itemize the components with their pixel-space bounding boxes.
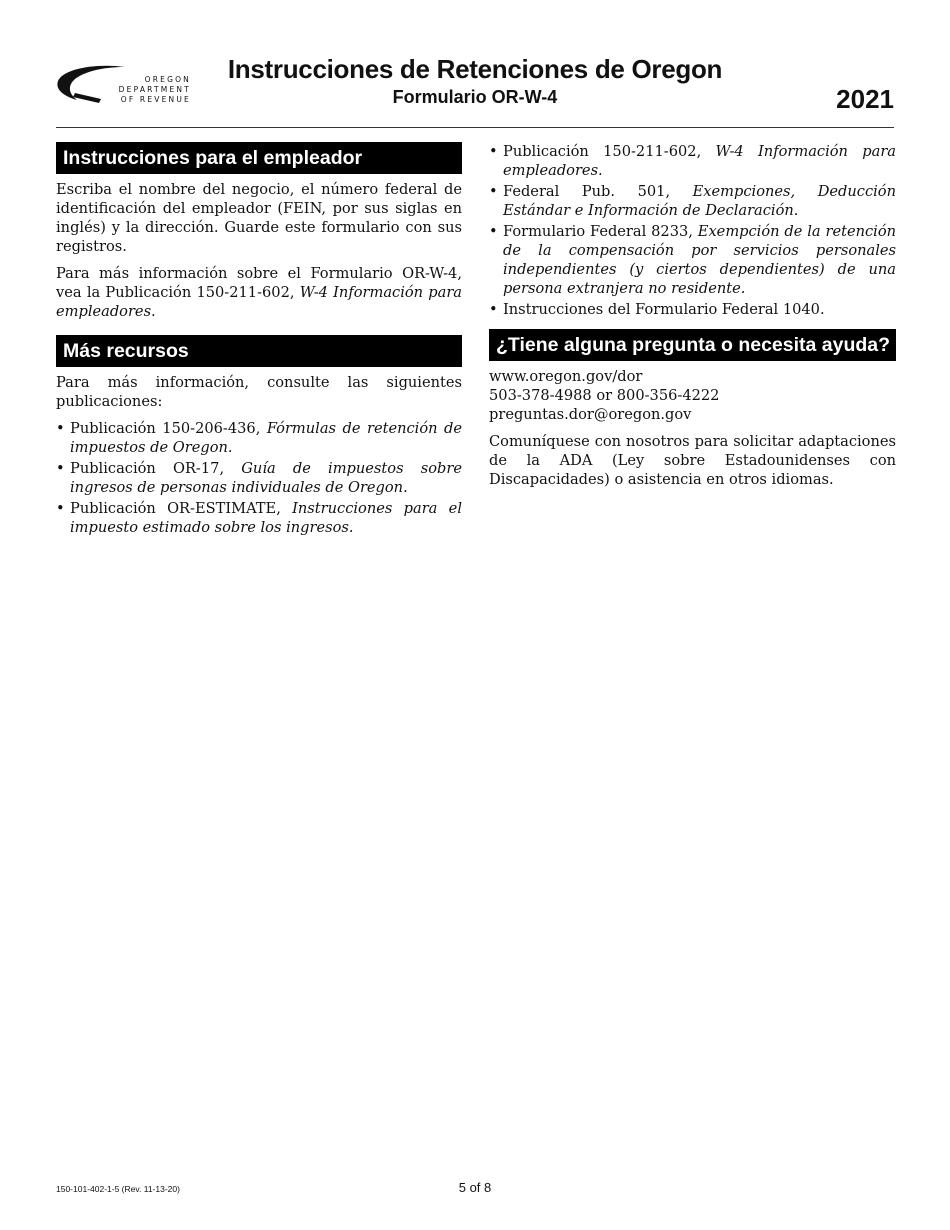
employer-paragraph-2 [56,264,462,321]
list-item-text: Formulario Federal 8233, [503,223,698,240]
bullet: • [56,500,65,517]
list-item [56,419,462,457]
form-subtitle: Formulario OR-W-4 [392,87,558,107]
bullet: • [489,223,498,240]
list-item-pub-title: Fórmulas de retención de impuestos de Oregon [70,420,462,456]
help-contact [489,367,896,424]
bullet: • [489,143,498,160]
list-item-pub-title: Exempciones, Deducción Estándar e Información de Declaración [503,183,896,219]
list-item-pub-title: Instrucciones para el impuesto estimado sobre los ingresos. [70,500,462,536]
employer-paragraph-2-pub-title: W-4 Información para empleadores. [56,284,463,320]
list-item-text: Publicación OR-17, [70,460,242,477]
resources-intro: Para más información, consulte las siguientes publicaciones: [56,374,462,410]
list-item [489,142,896,180]
employer-paragraph-2-text: Para más información sobre el Formulario OR-W-4, vea la Publicación 150-211-602, [56,265,462,301]
bullet: • [489,183,498,200]
list-item-text: Instrucciones del Formulario Federal 1040. [503,301,825,318]
list-item-tail: . [403,479,408,496]
help-ada-note: Comuníquese con nosotros para solicitar adaptaciones de la ADA (Ley sobre Estadounidenses con Discapacidades) o asistencia en otros idiomas. [489,433,896,488]
bullet: • [56,420,65,437]
list-item-tail: . [793,202,799,219]
oregon-dor-logo [55,63,190,111]
employer-heading: Instrucciones para el empleador [56,142,462,174]
email-link[interactable]: preguntas.dor@oregon.gov [489,406,692,423]
form-revision-number: 150-101-402-1-5 (Rev. 11-13-20) [56,1184,180,1194]
employer-paragraph-1: Escriba el nombre del negocio, el número federal de identificación del empleador (FEIN, por sus siglas en inglés) y la dirección. Guarde este formulario con sus registros. [56,181,462,255]
logo-line-2: DEPARTMENT [118,85,191,94]
header-divider [56,127,894,128]
list-item-pub-title: W-4 Información para empleadores. [503,143,896,179]
resources-heading: Más recursos [56,335,462,367]
bullet: • [489,301,498,318]
logo-line-3: OF REVENUE [120,95,191,104]
list-item-pub-title: Exempción de la retención de la compensación por servicios personales independientes (y ciertos dependientes) de una persona extranjera no residente. [503,223,897,297]
right-column [489,142,896,497]
list-item [56,499,462,537]
tax-year: 2021 [836,84,894,114]
bullet: • [56,460,65,477]
resources-list-left [56,419,462,537]
resources-list-right [489,142,896,319]
help-heading: ¿Tiene alguna pregunta o necesita ayuda? [489,329,896,361]
phone-numbers: 503-378-4988 or 800-356-4222 [489,387,720,404]
list-item [489,222,896,298]
website-link[interactable]: www.oregon.gov/dor [489,368,643,385]
list-item-tail: . [227,439,233,456]
list-item-text: Publicación OR-ESTIMATE, [70,500,293,517]
page-number: 5 of 8 [458,1180,492,1195]
left-column [56,142,462,547]
list-item [56,459,462,497]
list-item-text: Publicación 150-206-436, [70,420,267,437]
page-title: Instrucciones de Retenciones de Oregon [227,54,723,84]
list-item-text: Federal Pub. 501, [503,183,693,200]
list-item-text: Publicación 150-211-602, [503,143,716,160]
logo-text [111,75,191,105]
list-item [489,182,896,220]
list-item [489,300,896,319]
logo-line-1: OREGON [144,75,191,84]
list-item-pub-title: Guía de impuestos sobre ingresos de personas individuales de Oregon [70,460,462,496]
